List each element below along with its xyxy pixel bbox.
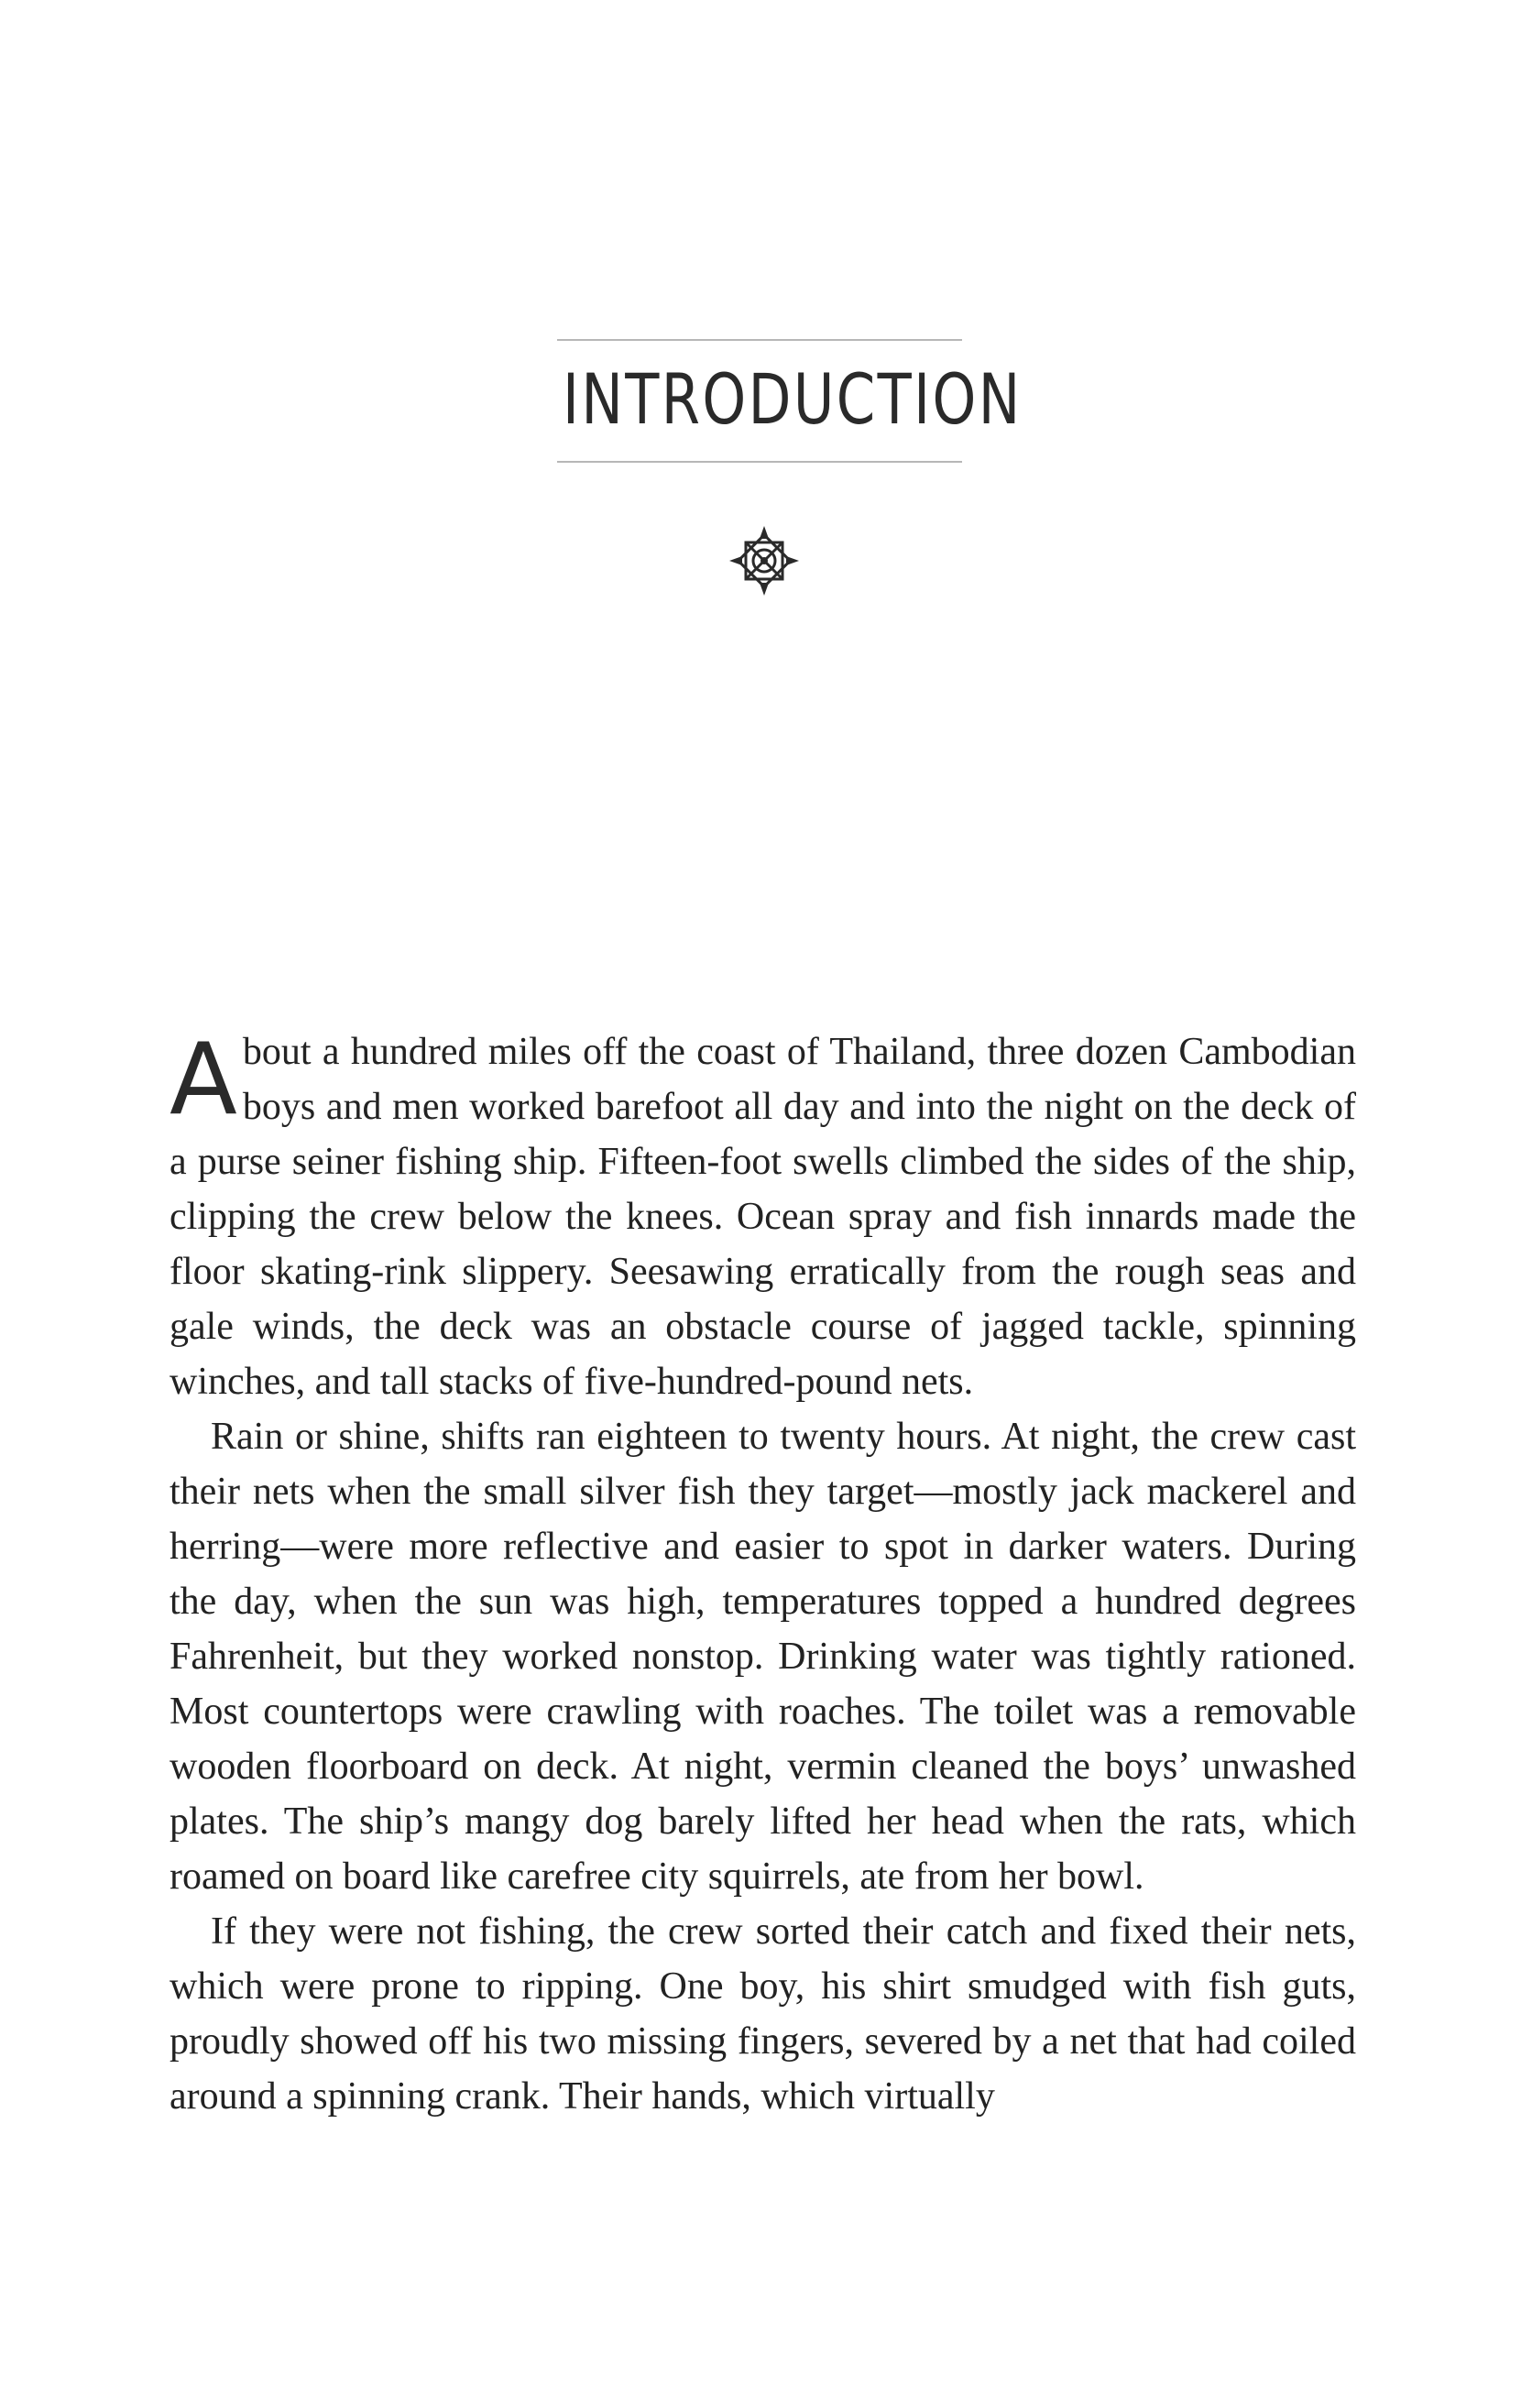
paragraph-1-text: bout a hundred miles off the coast of Thailand, three dozen Cambodian boys and men worked barefoot all day and into the night on the deck of a purse seiner fishing ship. Fifteen-foot swells climbed the sides of the ship, clipping the crew below the knees. Ocean spray and fish innards made the floor skating-rink slippery. Seesawing erratically from the rough seas and gale winds, the deck was an obstacle course of jagged tackle, spinning winches, and tall stacks of five-hundred-pound nets. xyxy=(170,1031,1356,1403)
body-text xyxy=(170,1024,1356,2124)
title-rule-top xyxy=(557,339,962,341)
paragraph-1 xyxy=(170,1024,1356,1409)
paragraph-2: Rain or shine, shifts ran eighteen to twenty hours. At night, the crew cast their nets when the small silver fish they target—mostly jack mackerel and herring—were more reflective and easier to spot in darker waters. During the day, when the sun was high, temperatures topped a hundred degrees Fahrenheit, but they worked nonstop. Drinking water was tightly rationed. Most countertops were crawling with roaches. The toilet was a removable wooden floorboard on deck. At night, vermin cleaned the boys’ unwashed plates. The ship’s mangy dog barely lifted her head when the rats, which roamed on board like carefree city squirrels, ate from her bowl. xyxy=(170,1416,1356,1898)
title-rule-bottom xyxy=(557,461,962,463)
paragraph-3: If they were not fishing, the crew sorted their catch and fixed their nets, which were prone to ripping. One boy, his shirt smudged with fish guts, proudly showed off his two missing fingers, severed by a net that had coiled around a spinning crank. Their hands, which virtually xyxy=(170,1910,1356,2118)
compass-rose-icon xyxy=(726,522,803,599)
drop-cap: A xyxy=(170,1023,237,1137)
chapter-title: INTRODUCTION xyxy=(563,358,1023,440)
